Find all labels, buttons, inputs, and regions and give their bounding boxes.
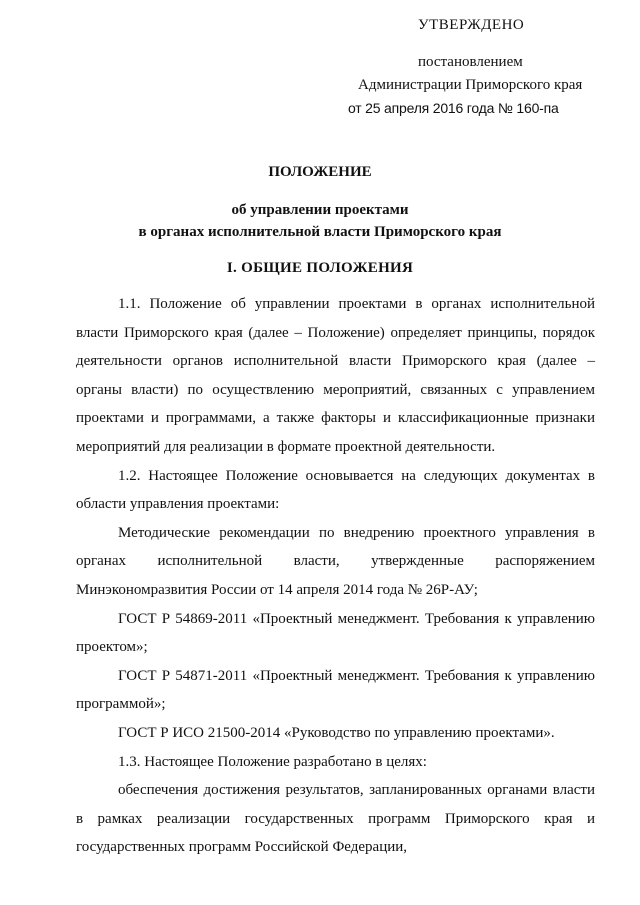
- approval-date-number-line: от 25 апреля 2016 года № 160-па: [348, 100, 559, 116]
- section-heading: I. ОБЩИЕ ПОЛОЖЕНИЯ: [226, 260, 414, 276]
- approved-label: УТВЕРЖДЕНО: [418, 17, 525, 33]
- paragraph-1-2: 1.2. Настоящее Положение основывается на следующих документах в области управления проектами:: [76, 467, 595, 513]
- document-body: [76, 290, 595, 862]
- document-subtitle-line-1: об управлении проектами: [231, 202, 409, 218]
- document-title: ПОЛОЖЕНИЕ: [268, 164, 372, 180]
- paragraph-gost-54871: ГОСТ Р 54871-2011 «Проектный менеджмент. Требования к управлению программой»;: [76, 667, 595, 713]
- approval-authority-line: Администрации Приморского края: [358, 77, 583, 93]
- paragraph-methodical-recommendations: Методические рекомендации по внедрению проектного управления в органах исполнительной власти, утвержденные распоряжением Минэкономразвития России от 14 апреля 2014 года № 26Р-АУ;: [76, 524, 595, 598]
- document-title-block: [0, 161, 640, 243]
- approval-stamp: [346, 14, 596, 120]
- paragraph-gost-54869: ГОСТ Р 54869-2011 «Проектный менеджмент. Требования к управлению проектом»;: [76, 610, 595, 656]
- paragraph-1-3: 1.3. Настоящее Положение разработано в целях:: [118, 753, 427, 770]
- approval-resolution-line: постановлением: [418, 54, 523, 70]
- paragraph-goal-results: обеспечения достижения результатов, запланированных органами власти в рамках реализации государственных программ Приморского края и государственных программ Российской Федерации,: [76, 782, 595, 856]
- paragraph-gost-iso-21500: ГОСТ Р ИСО 21500-2014 «Руководство по управлению проектами».: [118, 724, 555, 741]
- paragraph-1-1: 1.1. Положение об управлении проектами в органах исполнительной власти Приморского края (далее – Положение) определяет принципы, порядок деятельности органов исполнительной власти Приморского края (далее – органы власти) по осуществлению мероприятий, связанных с управлением проектами и программами, а также факторы и классификационные признаки мероприятий для реализации в формате проектной деятельности.: [76, 296, 595, 455]
- document-subtitle-line-2: в органах исполнительной власти Приморского края: [138, 224, 502, 240]
